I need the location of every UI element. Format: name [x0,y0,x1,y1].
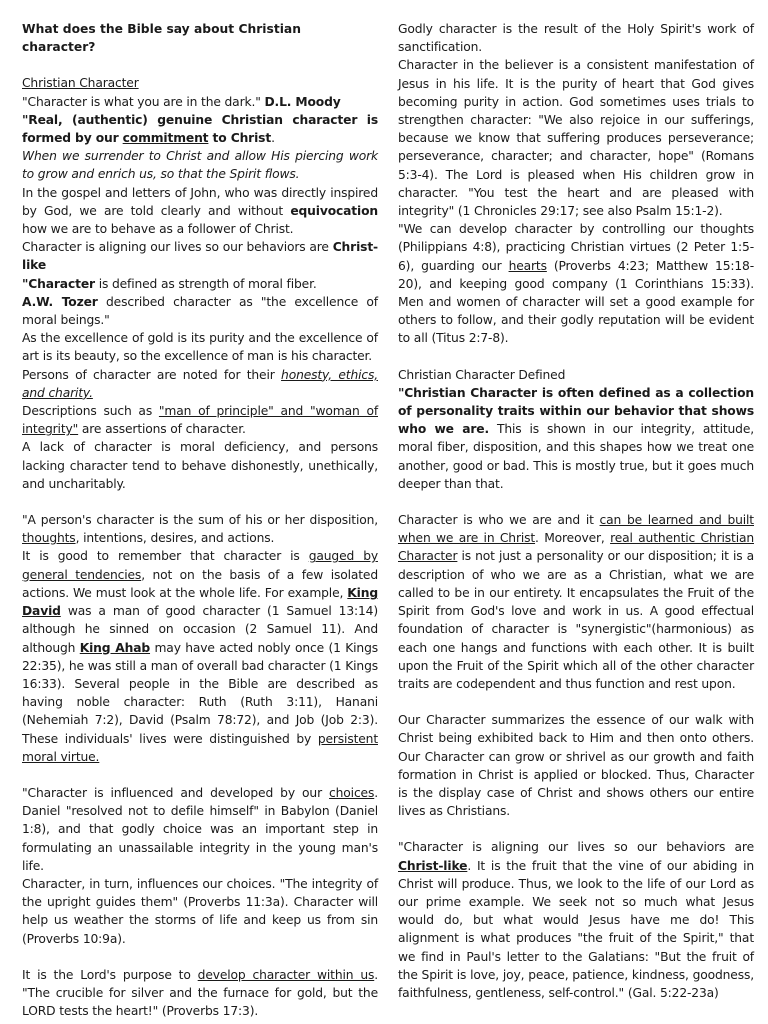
commitment-paragraph [22,111,378,147]
tendencies-paragraph [22,547,378,765]
gospel-john-a: In the gospel and letters of John, who was directly inspired by God, we are told clearly and without [22,185,378,218]
sum-paragraph [22,511,378,547]
tozer-name: A.W. Tozer [22,294,98,309]
christ-like-underline: Christ-like [398,858,468,873]
who-we-are-e: is not just a personality or our disposition; it is a description of who we are as a Christian, what we are called to be in our entirety. It encapsulates the Fruit of the Spirit from God's love and work in us. A good effectual foundation of character is "synergistic"(harmonious) as each one hangs and functions with each other. It is built upon the Fruit of the Spirit which all of the other character traits are codependent and thus function and rest upon. [398,549,754,691]
lack-paragraph: A lack of character is moral deficiency, and persons lacking character tend to behave dishonestly, unethically, and uncharitably. [22,440,378,491]
gospel-john-c: how we are to behave as a follower of Christ. [22,222,294,237]
gospel-john-paragraph [22,184,378,239]
commitment-period: . [271,131,275,146]
commitment-text-a: "Real, (authentic) genuine Christian character is formed by our [22,112,378,146]
who-we-are-paragraph [398,511,754,693]
tendencies-g: may have acted nobly once (1 Kings 22:35), he was still a man of overall bad character (1 Kings 16:33). Several people in the Bible are described as having noble character: Ruth (Ruth 3:11), Hanani (Nehemiah 7:2), David (Psalm 78:72), and Job (Job 2:3). These individuals' lives were distinguished by [22,640,378,746]
equivocation-bold: equivocation [290,203,378,218]
who-we-are-c: . Moreover, [535,531,611,546]
section-heading-christian-character: Christian Character [22,76,139,91]
hearts-underline: hearts [508,258,547,273]
descriptions-paragraph [22,402,378,438]
persistent-virtue-underline: persistent moral virtue. [22,731,378,764]
commitment-text [22,113,378,145]
moral-fiber-paragraph [22,275,378,293]
moral-fiber-quote-mark: " [22,276,29,291]
section-heading-defined: Christian Character Defined [398,367,566,382]
thoughts-underline: thoughts [22,531,76,546]
sum-a: "A person's character is the sum of his or her disposition, [22,513,378,528]
choices-c: . Daniel "resolved not to defile himself" in Babylon (Daniel 1:8), and that godly choice was an important step in formulating an unassailable integrity in the young man's life. [22,785,378,873]
summarizes-paragraph: Our Character summarizes the essence of our walk with Christ being exhibited back to Him and then onto others. Our Character can grow or shrivel as our growth and faith formation in Christ is applied or blocked. Thus, Character is the display case of Christ and shows others our entire lives as Christians. [398,713,754,819]
persons-a: Persons of character are noted for their [22,367,282,382]
document-title: What does the Bible say about Christian character? [22,22,301,55]
commitment-text-c: to Christ [208,131,272,146]
moody-quote-text: "Character is what you are in the dark." [22,94,265,109]
choices-a: "Character is influenced and developed by our [22,785,330,800]
aligning-a: Character is aligning our lives so our behaviors are [22,240,333,255]
right-column [398,20,754,1016]
gauged-underline: gauged by general tendencies [22,549,378,582]
moody-quote [22,93,378,111]
christ-like-bold: Christ-like [22,240,378,273]
king-david: King David [22,585,378,619]
left-column [22,20,378,1019]
aligning-fruit-paragraph [398,838,754,1002]
choices-paragraph [22,784,378,875]
real-authentic-underline: real authentic Christian Character [398,531,754,564]
descriptions-a: Descriptions such as [22,404,159,419]
develop-thoughts-a: "We can develop character by controlling our thoughts (Philippians 4:8), practicing Christian virtues (2 Peter 1:5-6), guarding our [398,222,754,273]
aligning-fruit-c: . It is the fruit that the vine of our abiding in Christ will produce. Thus, we look to the life of our Lord as our prime example. We seek not so much what Jesus would do, but what would Jesus have me do! This alignment is what produces "the fruit of the Spirit," that we find in Paul's letter to the Galatians: "But the fruit of the Spirit is love, joy, peace, patience, kindness, goodness, faithfulness, gentleness, self-control." (Gal. 5:22-23a) [398,858,754,1000]
sanctification-paragraph: Godly character is the result of the Holy Spirit's work of sanctification. [398,22,754,55]
defined-bold: "Christian Character is often defined as a collection of personality traits within our behavior that shows who we are. [398,385,754,437]
aligning-paragraph [22,238,378,274]
defined-paragraph [398,384,754,493]
tozer-text: described character as "the excellence of moral beings." [22,294,378,328]
choices-underline: choices [329,785,375,800]
defined-text: This is shown in our integrity, attitude, moral fiber, disposition, and this shapes how we treat one another, good or bad. This is mostly true, but it goes much deeper than that. [398,422,754,491]
tendencies-a: It is good to remember that character is [22,549,309,564]
gold-paragraph: As the excellence of gold is its purity and the excellence of art is its beauty, so the excellence of man is his character. [22,331,378,364]
persons-paragraph [22,366,378,402]
moral-fiber-text: is defined as strength of moral fiber. [94,276,317,291]
develop-thoughts-paragraph [398,220,754,347]
develop-character-underline: develop character within us [197,967,375,982]
develop-thoughts-c: (Proverbs 4:23; Matthew 15:18-20), and keeping good company (1 Corinthians 15:33). Men and women of character will set a good example for others to follow, and their godly reputation will be evident to all (Titus 2:7-8). [398,258,754,346]
surrender-text: When we surrender to Christ and allow His piercing work to grow and enrich us, so that the Spirit flows. [22,149,378,182]
surrender-paragraph [22,147,378,183]
tendencies-c: , not on the basis of a few isolated actions. We must look at the whole life. For example, [22,567,378,600]
honesty-underline: honesty, ethics, and charity. [22,367,378,400]
aligning-fruit-a: "Character is aligning our lives so our behaviors are [398,840,754,855]
consistent-manifestation-paragraph: Character in the believer is a consistent manifestation of Jesus in his life. It is the purity of heart that God gives becoming purity in action. God sometimes uses trials to strengthen character: "We also rejoice in our sufferings, because we know that suffering produces perseverance; perseverance, character; and character, hope" (Romans 5:3-4). The Lord is pleased when His children grow in character. "You test the heart and are pleased with integrity" (1 Chronicles 29:17; see also Psalm 15:1-2). [398,58,754,219]
tendencies-e: was a man of good character (1 Samuel 13:14) although he sinned on occasion (2 Samuel 11). And although [22,604,378,655]
lords-purpose-paragraph [22,966,378,1021]
learned-built-underline: can be learned and built when we are in Christ [398,513,754,546]
principle-underline: "man of principle" and "woman of integrity" [22,404,378,437]
sum-c: , intentions, desires, and actions. [75,531,275,546]
lords-purpose-a: It is the Lord's purpose to [22,967,198,982]
king-ahab: King Ahab [79,640,151,655]
commitment-underline: commitment [122,131,209,146]
who-we-are-a: Character is who we are and it [398,513,600,528]
lords-purpose-c: . "The crucible for silver and the furnace for gold, but the LORD tests the heart!" (Proverbs 17:3). [22,967,378,1019]
tozer-paragraph [22,293,378,329]
moody-attribution: D.L. Moody [264,94,341,109]
integrity-paragraph: Character, in turn, influences our choices. "The integrity of the upright guides them" (Proverbs 11:3a). Character will help us weather the storms of life and keep us from sin (Proverbs 10:9a). [22,876,378,946]
character-bold: Character [28,276,95,291]
descriptions-c: are assertions of character. [78,422,246,437]
